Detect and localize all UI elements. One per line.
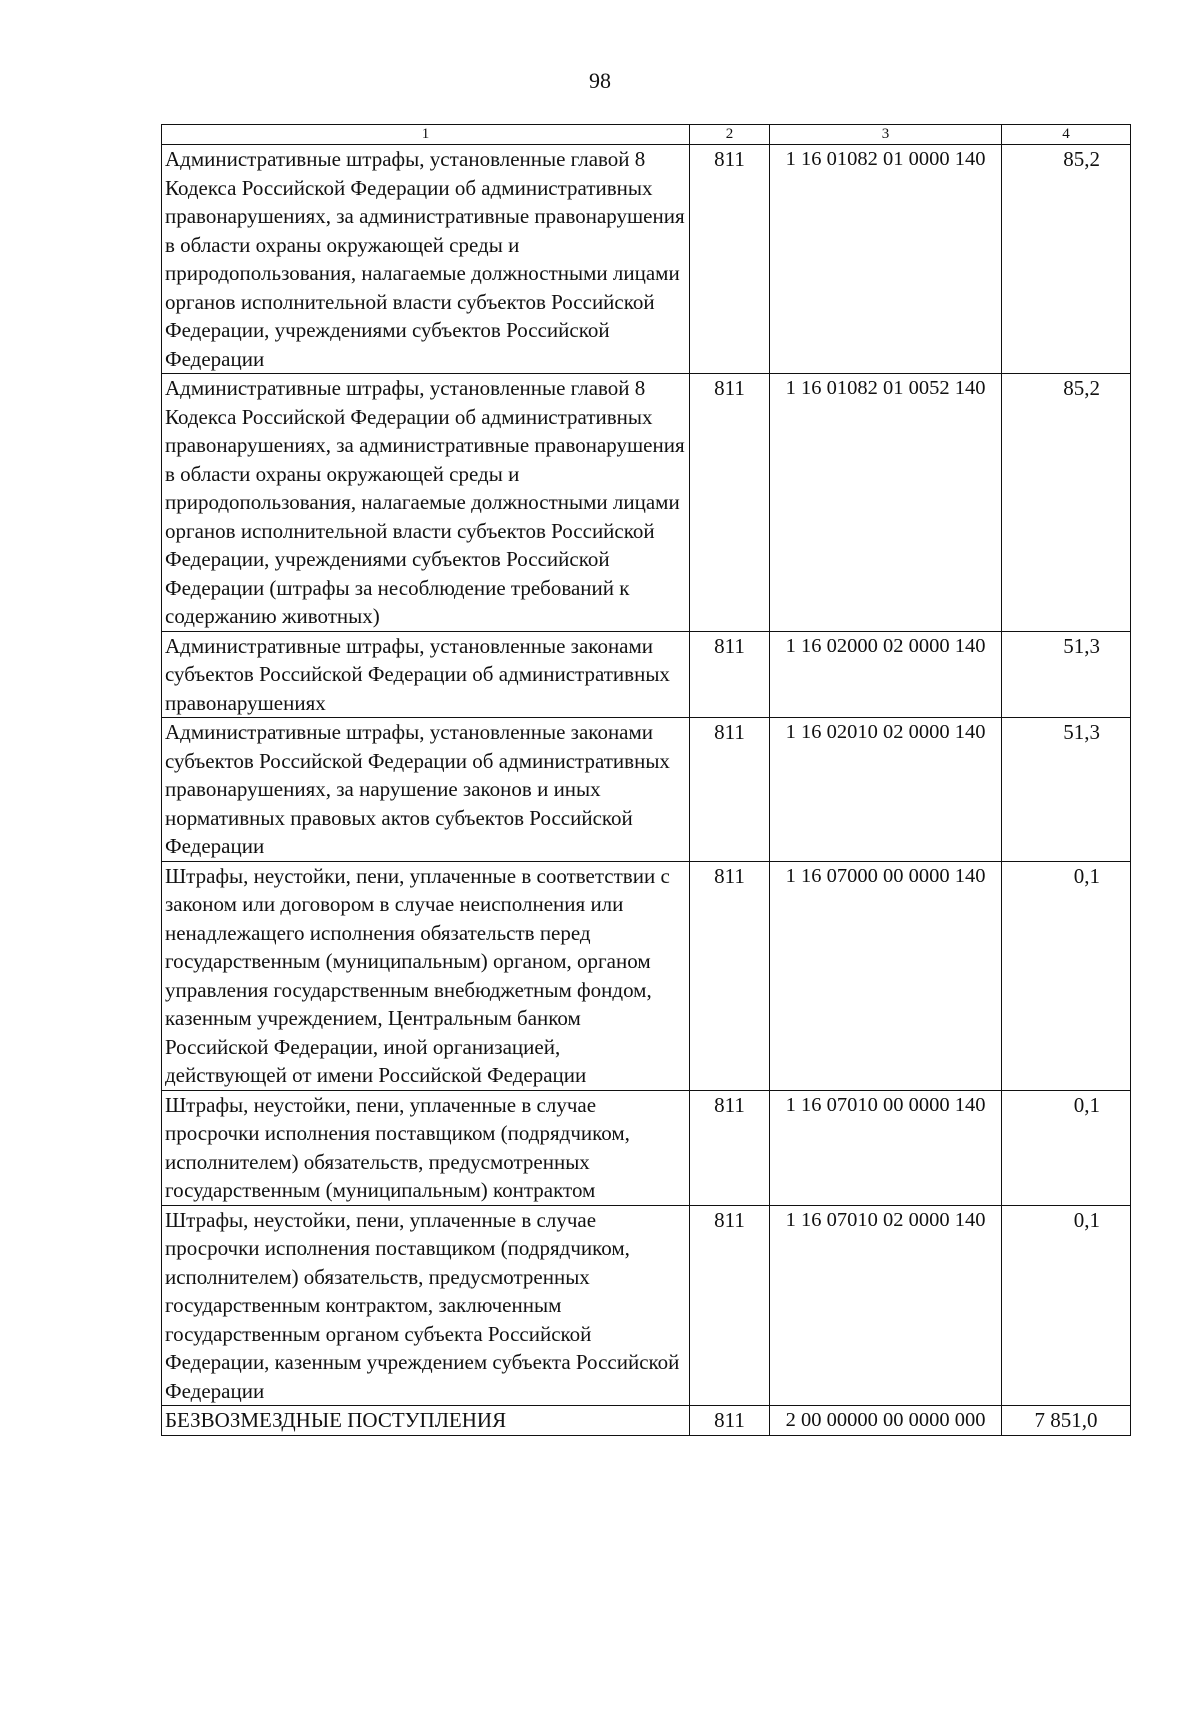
row-admin-code: 811 (690, 1205, 770, 1406)
table-header (162, 125, 1131, 145)
row-admin-code: 811 (690, 1406, 770, 1436)
table-body (162, 145, 1131, 1436)
row-description: Административные штрафы, установленные законами субъектов Российской Федерации об административных правонарушениях, за нарушение законов и иных нормативных правовых актов субъектов Российской Федерации (162, 718, 690, 862)
row-admin-code: 811 (690, 861, 770, 1090)
row-kbk-code: 1 16 01082 01 0000 140 (770, 145, 1002, 374)
row-description: БЕЗВОЗМЕЗДНЫЕ ПОСТУПЛЕНИЯ (162, 1406, 690, 1436)
table-row (162, 861, 1131, 1090)
row-description: Штрафы, неустойки, пени, уплаченные в случае просрочки исполнения поставщиком (подрядчиком, исполнителем) обязательств, предусмотренных государственным (муниципальным) контрактом (162, 1090, 690, 1205)
row-amount: 0,1 (1002, 1090, 1131, 1205)
header-col-1: 1 (162, 125, 690, 145)
row-admin-code: 811 (690, 374, 770, 632)
table-row (162, 1205, 1131, 1406)
row-description: Штрафы, неустойки, пени, уплаченные в случае просрочки исполнения поставщиком (подрядчиком, исполнителем) обязательств, предусмотренных государственным контрактом, заключенным государственным органом субъекта Российской Федерации, казенным учреждением субъекта Российской Федерации (162, 1205, 690, 1406)
row-kbk-code: 1 16 07010 02 0000 140 (770, 1205, 1002, 1406)
header-row (162, 125, 1131, 145)
revenue-table (161, 124, 1131, 1436)
revenue-table-container (161, 124, 1131, 1436)
row-amount: 0,1 (1002, 1205, 1131, 1406)
table-row (162, 145, 1131, 374)
table-row (162, 374, 1131, 632)
header-col-2: 2 (690, 125, 770, 145)
header-col-3: 3 (770, 125, 1002, 145)
row-description: Административные штрафы, установленные законами субъектов Российской Федерации об административных правонарушениях (162, 631, 690, 718)
row-kbk-code: 2 00 00000 00 0000 000 (770, 1406, 1002, 1436)
row-admin-code: 811 (690, 631, 770, 718)
row-description: Административные штрафы, установленные главой 8 Кодекса Российской Федерации об административных правонарушениях, за административные правонарушения в области охраны окружающей среды и природопользования, налагаемые должностными лицами органов исполнительной власти субъектов Российской Федерации, учреждениями субъектов Российской Федерации (штрафы за несоблюдение требований к содержанию животных) (162, 374, 690, 632)
row-admin-code: 811 (690, 718, 770, 862)
row-kbk-code: 1 16 02000 02 0000 140 (770, 631, 1002, 718)
table-row-total (162, 1406, 1131, 1436)
row-amount: 51,3 (1002, 718, 1131, 862)
page-number: 98 (589, 68, 611, 93)
row-amount: 51,3 (1002, 631, 1131, 718)
row-admin-code: 811 (690, 1090, 770, 1205)
row-admin-code: 811 (690, 145, 770, 374)
table-row (162, 1090, 1131, 1205)
table-row (162, 718, 1131, 862)
row-amount: 0,1 (1002, 861, 1131, 1090)
row-kbk-code: 1 16 01082 01 0052 140 (770, 374, 1002, 632)
row-amount: 7 851,0 (1002, 1406, 1131, 1436)
row-amount: 85,2 (1002, 374, 1131, 632)
row-kbk-code: 1 16 07010 00 0000 140 (770, 1090, 1002, 1205)
header-col-4: 4 (1002, 125, 1131, 145)
row-kbk-code: 1 16 02010 02 0000 140 (770, 718, 1002, 862)
row-kbk-code: 1 16 07000 00 0000 140 (770, 861, 1002, 1090)
table-row (162, 631, 1131, 718)
row-description: Штрафы, неустойки, пени, уплаченные в соответствии с законом или договором в случае неисполнения или ненадлежащего исполнения обязательств перед государственным (муниципальным) органом, органом управления государственным внебюджетным фондом, казенным учреждением, Центральным банком Российской Федерации, иной организацией, действующей от имени Российской Федерации (162, 861, 690, 1090)
row-description: Административные штрафы, установленные главой 8 Кодекса Российской Федерации об административных правонарушениях, за административные правонарушения в области охраны окружающей среды и природопользования, налагаемые должностными лицами органов исполнительной власти субъектов Российской Федерации, учреждениями субъектов Российской Федерации (162, 145, 690, 374)
row-amount: 85,2 (1002, 145, 1131, 374)
